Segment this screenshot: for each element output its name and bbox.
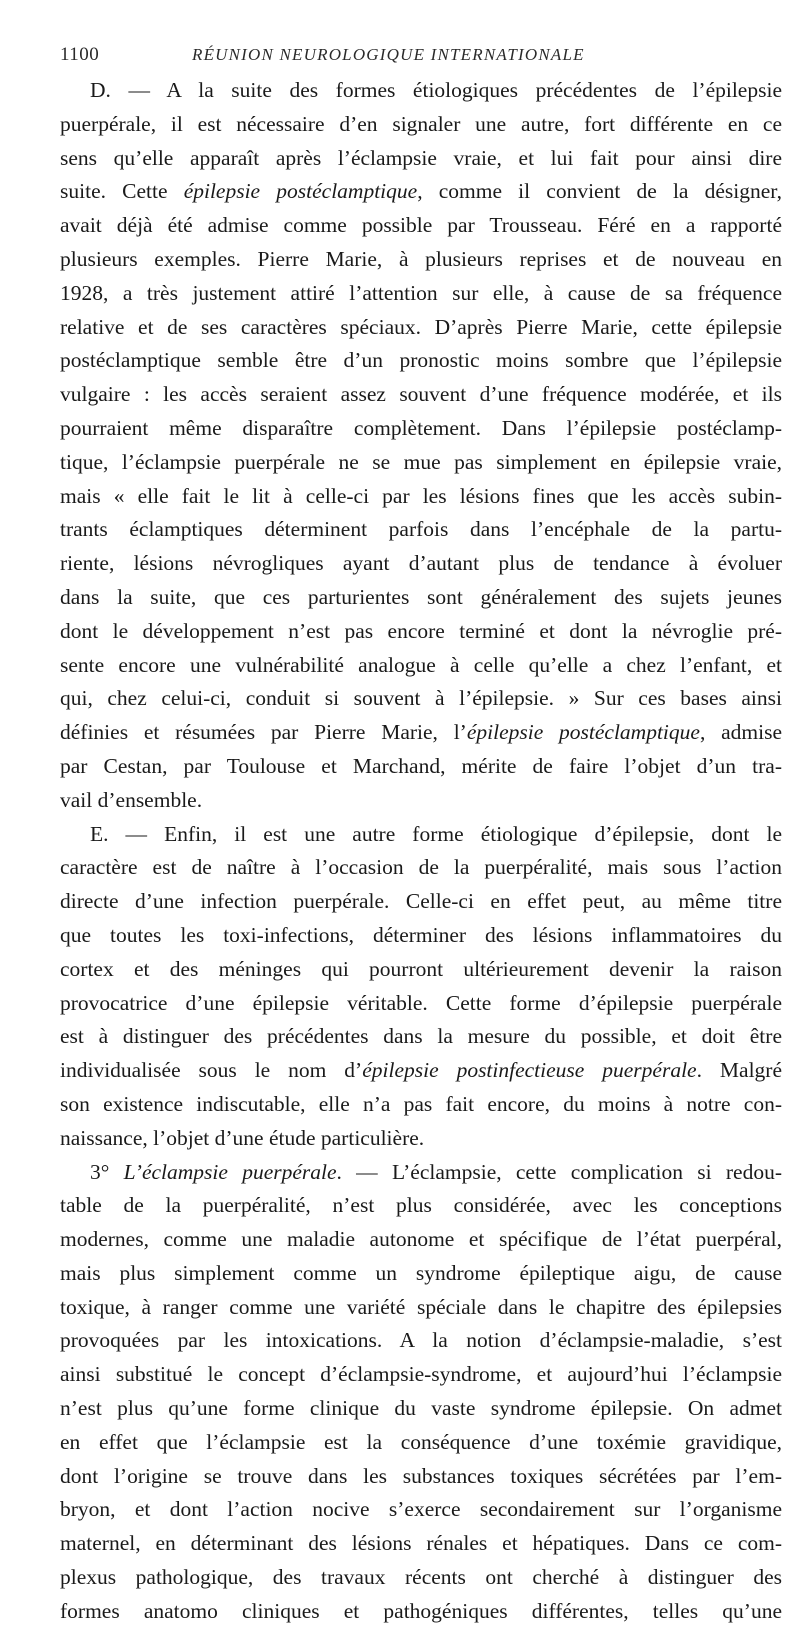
text-line: individualisée sous le nom d’épilepsie postinfectieuse puerpérale. Malgré <box>60 1058 782 1083</box>
text-line: 1928, a très justement attiré l’attention sur elle, à cause de sa fréquence <box>60 280 782 305</box>
text-line: table de la puerpéralité, n’est plus considérée, avec les conceptions <box>60 1193 782 1218</box>
text-line: D. — A la suite des formes étiologiques précédentes de l’épilepsie <box>90 78 782 102</box>
text-line: dont le développement n’est pas encore terminé et dont la névroglie pré- <box>60 618 782 643</box>
page-number: 1100 <box>60 44 100 65</box>
text-line: mais « elle fait le lit à celle-ci par les lésions fines que les accès subin- <box>60 483 782 508</box>
text-line: plusieurs exemples. Pierre Marie, à plusieurs reprises et de nouveau en <box>60 246 782 271</box>
text-line: provoquées par les intoxications. A la notion d’éclampsie-maladie, s’est <box>60 1328 782 1353</box>
text-line: par Cestan, par Toulouse et Marchand, mérite de faire l’objet d’un tra- <box>60 753 782 778</box>
text-line: vulgaire : les accès seraient assez souvent d’une fréquence modérée, et ils <box>60 382 782 407</box>
paragraph-e <box>60 818 782 1156</box>
text-line: cortex et des méninges qui pourront ultérieurement devenir la raison <box>60 956 782 981</box>
text-line: modernes, comme une maladie autonome et spécifique de l’état puerpéral, <box>60 1227 782 1252</box>
text-line: que toutes les toxi-infections, déterminer des lésions inflammatoires du <box>60 922 782 947</box>
italic-term: épilepsie postéclamptique <box>183 179 418 204</box>
page <box>60 44 782 1629</box>
paragraph-eclampsie <box>60 1156 782 1629</box>
text-line: suite. Cette épilepsie postéclamptique, comme il convient de la désigner, <box>60 179 782 204</box>
text-line: riente, lésions névrogliques ayant d’autant plus de tendance à évoluer <box>60 551 782 576</box>
text-line: son existence indiscutable, elle n’a pas fait encore, du moins à notre con- <box>60 1091 782 1116</box>
text-line: formes anatomo cliniques et pathogéniques différentes, telles qu’une <box>60 1598 782 1623</box>
text-line: vail d’ensemble. <box>60 787 203 812</box>
text-line: caractère est de naître à l’occasion de la puerpéralité, mais sous l’action <box>60 855 782 880</box>
text-line: avait déjà été admise comme possible par Trousseau. Féré en a rapporté <box>60 213 782 238</box>
text-line: pourraient même disparaître complètement. Dans l’épilepsie postéclamp- <box>60 415 782 440</box>
text-line: maternel, en déterminant des lésions rénales et hépatiques. Dans ce com- <box>60 1531 782 1556</box>
text-line: 3° L’éclampsie puerpérale. — L’éclampsie, cette complication si redou- <box>90 1159 782 1184</box>
text-line: bryon, et dont l’action nocive s’exerce secondairement sur l’organisme <box>60 1497 782 1522</box>
text-line: puerpérale, il est nécessaire d’en signaler une autre, fort différente en ce <box>60 111 782 136</box>
running-head: RÉUNION NEUROLOGIQUE INTERNATIONALE <box>192 45 585 64</box>
text-line: n’est plus qu’une forme clinique du vaste syndrome épilepsie. On admet <box>60 1396 782 1421</box>
text-line: tique, l’éclampsie puerpérale ne se mue pas simplement en épilepsie vraie, <box>60 449 782 474</box>
paragraph-d <box>60 74 782 818</box>
text-line: toxique, à ranger comme une variété spéciale dans le chapitre des épilepsies <box>60 1294 782 1319</box>
text-line: qui, chez celui-ci, conduit si souvent à l’épilepsie. » Sur ces bases ainsi <box>60 686 782 711</box>
text-line: plexus pathologique, des travaux récents ont cherché à distinguer des <box>60 1565 782 1590</box>
text-line: sente encore une vulnérabilité analogue à celle qu’elle a chez l’enfant, et <box>60 652 782 677</box>
text-line: trants éclamptiques déterminent parfois dans l’encéphale de la partu- <box>60 517 782 542</box>
text-line: postéclamptique semble être d’un pronostic moins sombre que l’épilepsie <box>60 348 782 373</box>
text-line: E. — Enfin, il est une autre forme étiologique d’épilepsie, dont le <box>90 821 782 846</box>
italic-term: L’éclampsie puerpérale <box>123 1159 337 1184</box>
text-line: est à distinguer des précédentes dans la mesure du possible, et doit être <box>60 1024 782 1049</box>
text-line: en effet que l’éclampsie est la conséquence d’une toxémie gravidique, <box>60 1429 782 1454</box>
page-header <box>60 44 782 74</box>
text-line: ainsi substitué le concept d’éclampsie-syndrome, et aujourd’hui l’éclampsie <box>60 1362 782 1387</box>
text-line: naissance, l’objet d’une étude particulière. <box>60 1125 425 1150</box>
text-line: directe d’une infection puerpérale. Celle-ci en effet peut, au même titre <box>60 889 782 914</box>
text-line: définies et résumées par Pierre Marie, l’épilepsie postéclamptique, admise <box>60 720 782 745</box>
text-line: mais plus simplement comme un syndrome épileptique aigu, de cause <box>60 1260 782 1285</box>
italic-term: épilepsie postéclamptique <box>466 720 700 745</box>
text-line: sens qu’elle apparaît après l’éclampsie vraie, et lui fait pour ainsi dire <box>60 145 782 170</box>
text-line: dans la suite, que ces parturientes sont généralement des sujets jeunes <box>60 584 782 609</box>
text-line: dont l’origine se trouve dans les substances toxiques sécrétées par l’em- <box>60 1463 782 1488</box>
italic-term: épilepsie postinfectieuse puerpérale <box>362 1058 697 1083</box>
text-line: provocatrice d’une épilepsie véritable. Cette forme d’épilepsie puerpérale <box>60 990 782 1015</box>
text-line: relative et de ses caractères spéciaux. D’après Pierre Marie, cette épilepsie <box>60 314 782 339</box>
